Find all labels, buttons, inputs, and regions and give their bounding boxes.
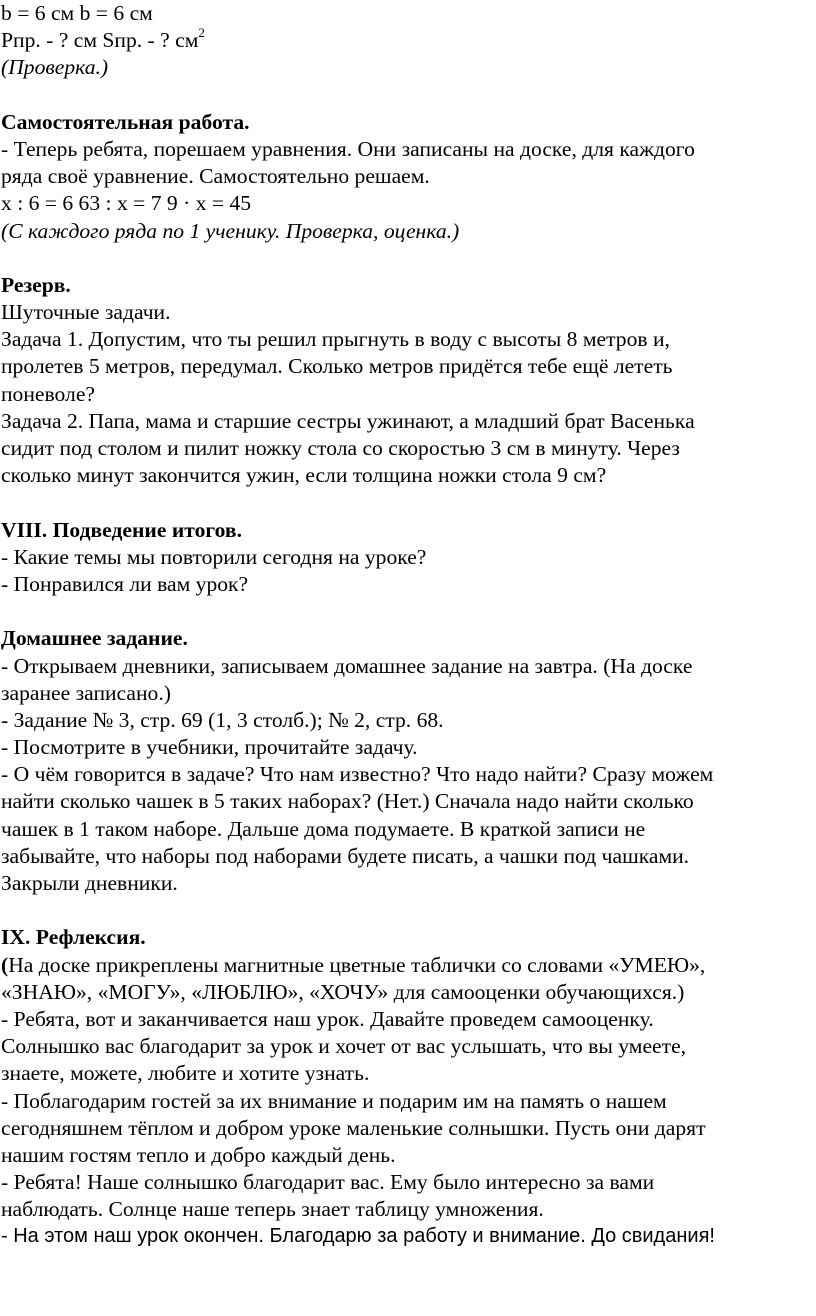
teacher-note: (С каждого ряда по 1 ученику. Проверка, оценка.) (1, 218, 460, 243)
text-line: - Ребята! Наше солнышко благодарит вас. Ему было интересно за вами (1, 1170, 655, 1195)
text-line: чашек в 1 таком наборе. Дальше дома подумаете. В краткой записи не (1, 816, 646, 841)
unknown-values-text: Pпр. - ? см Sпр. - ? см (1, 28, 199, 53)
text-line: Солнышко вас благодарит за урок и хочет от вас услышать, что вы умеете, (1, 1034, 687, 1059)
text-line: - Теперь ребята, порешаем уравнения. Они записаны на доске, для каждого (1, 136, 695, 161)
text-line: сколько минут закончится ужин, если толщина ножки стола 9 см? (1, 463, 607, 488)
document-page (1, 0, 813, 1251)
text-line: Задача 2. Папа, мама и старшие сестры ужинают, а младший брат Васенька (1, 408, 695, 433)
open-paren: ( (1, 952, 9, 977)
text-line: «ЗНАЮ», «МОГУ», «ЛЮБЛЮ», «ХОЧУ» для самооценки обучающихся.) (1, 979, 685, 1004)
unknown-values (1, 27, 813, 54)
text-line: - Поблагодарим гостей за их внимание и подарим им на память о нашем (1, 1088, 667, 1113)
text-line: нашим гостям тепло и добро каждый день. (1, 1142, 396, 1167)
equations-line: x : 6 = 6 63 : x = 7 9 · x = 45 (1, 191, 252, 216)
text-line-rest: На доске прикреплены магнитные цветные таблички со словами «УМЕЮ», (8, 952, 706, 977)
text-line: сидит под столом и пилит ножку стола со скоростью 3 см в минуту. Через (1, 436, 680, 460)
text-line: - Открываем дневники, записываем домашнее задание на завтра. (На доске (1, 653, 693, 678)
text-line: - Ребята, вот и заканчивается наш урок. Давайте проведем самооценку. (1, 1006, 654, 1031)
check-note: (Проверка.) (1, 55, 109, 80)
text-line: Шуточные задачи. (1, 300, 171, 325)
text-line: пролетев 5 метров, передумал. Сколько метров придётся тебе ещё лететь (1, 354, 673, 379)
section-heading-homework: Домашнее задание. (1, 626, 188, 651)
text-line: - Задание № 3, стр. 69 (1, 3 столб.); № 2, стр. 68. (1, 707, 444, 732)
text-line: найти сколько чашек в 5 таких наборах? (Нет.) Сначала надо найти сколько (1, 789, 694, 814)
text-line (1, 952, 813, 979)
text-line: знаете, можете, любите и хотите узнать. (1, 1061, 370, 1086)
text-line: - Понравился ли вам урок? (1, 571, 249, 596)
section-heading-independent-work: Самостоятельная работа. (1, 109, 250, 134)
section-heading-reserve: Резерв. (1, 272, 71, 297)
text-line: - Какие темы мы повторили сегодня на уроке? (1, 544, 427, 569)
section-heading-reflection: IX. Рефлексия. (1, 925, 146, 950)
given-values: b = 6 см b = 6 см (1, 1, 153, 25)
text-line: ряда своё уравнение. Самостоятельно решаем. (1, 164, 430, 189)
text-line: сегодняшнем тёплом и добром уроке маленькие солнышки. Пусть они дарят (1, 1115, 706, 1140)
section-heading-summary: VIII. Подведение итогов. (1, 517, 242, 542)
text-line: наблюдать. Солнце наше теперь знает таблицу умножения. (1, 1197, 544, 1222)
text-line: - О чём говорится в задаче? Что нам известно? Что надо найти? Сразу можем (1, 762, 714, 787)
square-superscript: 2 (198, 25, 205, 40)
text-line: Задача 1. Допустим, что ты решил прыгнуть в воду с высоты 8 метров и, (1, 327, 670, 352)
text-line: заранее записано.) (1, 680, 171, 705)
text-line: поневоле? (1, 381, 95, 406)
text-line: забывайте, что наборы под наборами будете писать, а чашки под чашками. (1, 843, 690, 868)
text-line: Закрыли дневники. (1, 871, 178, 895)
closing-line: - На этом наш урок окончен. Благодарю за работу и внимание. До свидания! (1, 1225, 715, 1248)
text-line: - Посмотрите в учебники, прочитайте задачу. (1, 735, 418, 760)
